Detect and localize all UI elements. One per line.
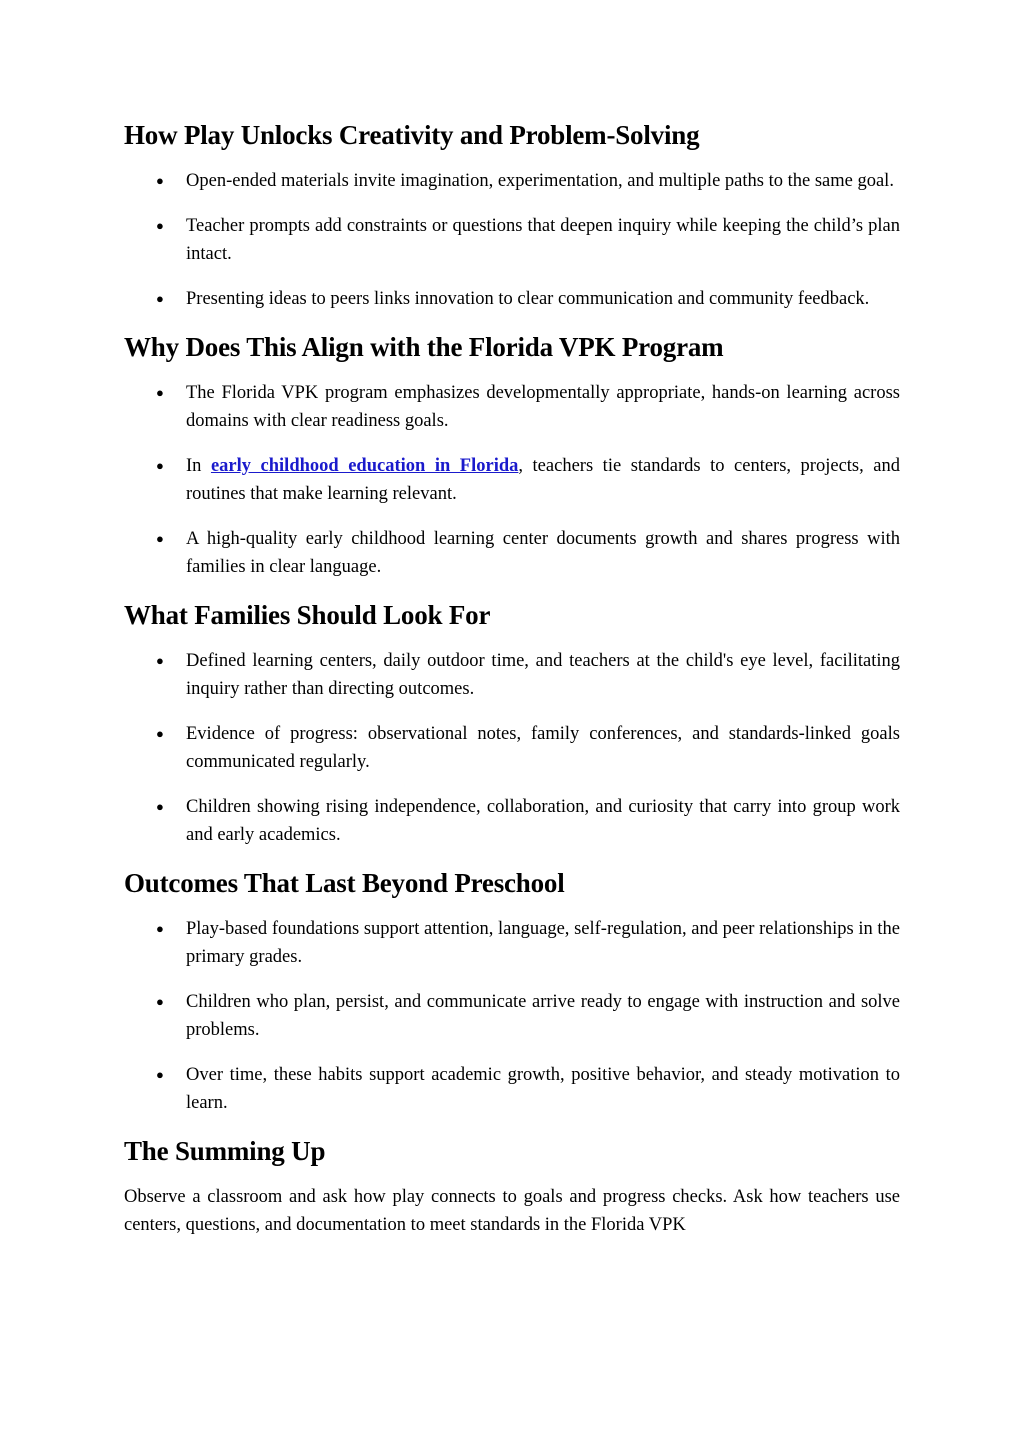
section-vpk-alignment: [124, 330, 900, 581]
list-item: [124, 647, 900, 703]
section-summing-up: [124, 1134, 900, 1239]
bullet-icon: ●: [156, 1067, 164, 1082]
list-item-text: Presenting ideas to peers links innovation to clear communication and community feedback.: [186, 289, 870, 309]
list-item: [124, 988, 900, 1044]
bullet-icon: ●: [156, 218, 164, 233]
bullet-list: [124, 647, 900, 849]
list-item: [124, 212, 900, 268]
section-heading: The Summing Up: [124, 1136, 326, 1166]
bullet-list: [124, 379, 900, 581]
list-item-text: Children who plan, persist, and communicate arrive ready to engage with instruction and solve problems.: [186, 992, 900, 1040]
section-families-look-for: [124, 598, 900, 849]
list-item-text: Children showing rising independence, collaboration, and curiosity that carry into group work and early academics.: [186, 797, 900, 845]
list-item: [124, 1061, 900, 1117]
list-item: [124, 452, 900, 508]
section-creativity: [124, 118, 900, 313]
bullet-list: [124, 167, 900, 313]
bullet-icon: ●: [156, 921, 164, 936]
bullet-icon: ●: [156, 173, 164, 188]
list-item: [124, 525, 900, 581]
list-item-text: Teacher prompts add constraints or questions that deepen inquiry while keeping the child’s plan intact.: [186, 216, 900, 264]
list-item: [124, 793, 900, 849]
early-childhood-education-link[interactable]: early childhood education in Florida: [210, 456, 519, 476]
list-item: [124, 379, 900, 435]
list-item: [124, 167, 900, 195]
list-item: [124, 285, 900, 313]
list-item-text: Over time, these habits support academic growth, positive behavior, and steady motivation to learn.: [186, 1065, 900, 1113]
list-item-text: Play-based foundations support attention, language, self-regulation, and peer relationships in the primary grades.: [186, 919, 900, 967]
list-item-suffix: , teachers tie standards to centers, projects, and routines that make learning relevant.: [186, 456, 900, 504]
bullet-icon: ●: [156, 385, 164, 400]
list-item-text: Open-ended materials invite imagination, experimentation, and multiple paths to the same goal.: [186, 171, 894, 191]
bullet-icon: ●: [156, 653, 164, 668]
list-item-text: Evidence of progress: observational notes, family conferences, and standards-linked goals communicated regularly.: [186, 724, 900, 772]
bullet-icon: ●: [156, 291, 164, 306]
list-item-text: A high-quality early childhood learning center documents growth and shares progress with families in clear language.: [186, 529, 900, 577]
document-page: [124, 118, 900, 1239]
section-outcomes: [124, 866, 900, 1117]
section-heading: How Play Unlocks Creativity and Problem-Solving: [124, 120, 700, 150]
bullet-icon: ●: [156, 799, 164, 814]
section-heading: What Families Should Look For: [124, 600, 491, 630]
list-item-text: Defined learning centers, daily outdoor time, and teachers at the child's eye level, facilitating inquiry rather than directing outcomes.: [186, 651, 900, 699]
bullet-icon: ●: [156, 726, 164, 741]
summary-paragraph: Observe a classroom and ask how play connects to goals and progress checks. Ask how teachers use centers, questions, and documentation to meet standards in the Florida VPK: [124, 1187, 900, 1235]
list-item-text: The Florida VPK program emphasizes developmentally appropriate, hands-on learning across domains with clear readiness goals.: [186, 383, 900, 431]
bullet-icon: ●: [156, 458, 164, 473]
list-item: [124, 720, 900, 776]
list-item-prefix: In: [186, 456, 211, 476]
bullet-list: [124, 915, 900, 1117]
list-item: [124, 915, 900, 971]
bullet-icon: ●: [156, 531, 164, 546]
section-heading: Why Does This Align with the Florida VPK Program: [124, 332, 724, 362]
section-heading: Outcomes That Last Beyond Preschool: [124, 868, 565, 898]
bullet-icon: ●: [156, 994, 164, 1009]
